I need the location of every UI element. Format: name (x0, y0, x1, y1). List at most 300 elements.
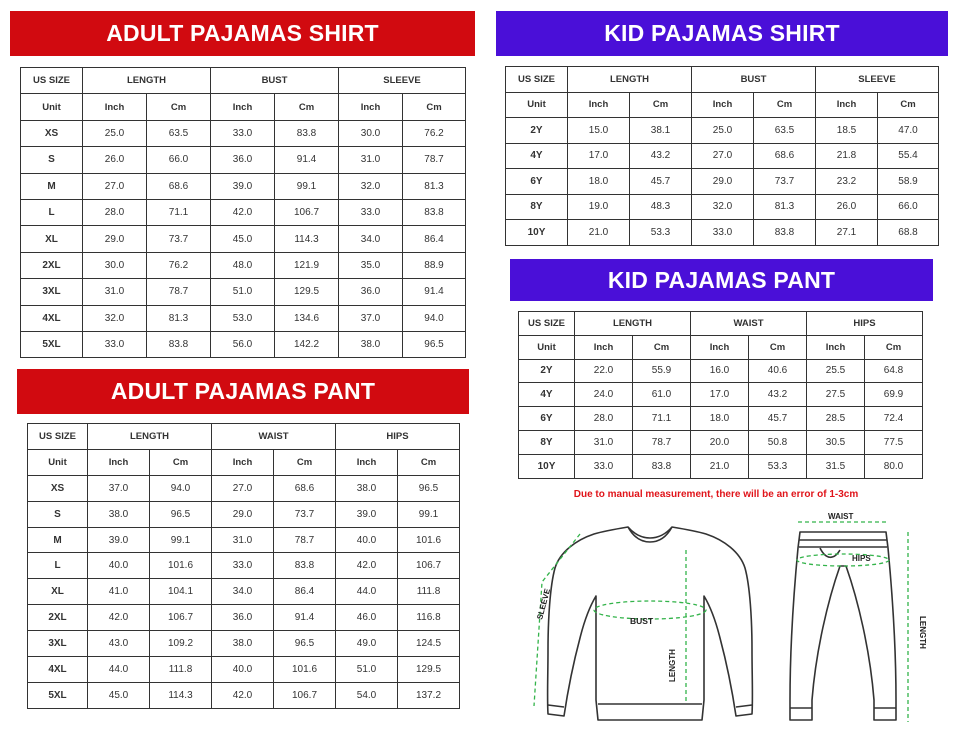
measure-cell: 72.4 (865, 407, 923, 431)
waist-label: WAIST (828, 512, 854, 521)
measure-cell: 104.1 (150, 579, 212, 605)
measure-cell: 38.0 (88, 501, 150, 527)
measure-cell: 73.7 (274, 501, 336, 527)
measure-cell: 44.0 (336, 579, 398, 605)
measure-cell: 86.4 (274, 579, 336, 605)
pants-waistband (799, 540, 887, 547)
table-row (21, 252, 466, 278)
measure-cell: 76.2 (147, 252, 211, 278)
measure-cell: 109.2 (150, 631, 212, 657)
column-header: US SIZE (28, 424, 88, 450)
size-cell: 4XL (28, 657, 88, 683)
measure-cell: 25.0 (83, 120, 147, 146)
unit-header: Cm (749, 335, 807, 359)
measure-cell: 121.9 (275, 252, 339, 278)
adult-pant-size-table (27, 423, 460, 709)
column-header: BUST (692, 67, 816, 93)
table-header-row (28, 424, 460, 450)
kid-shirt-title: KID PAJAMAS SHIRT (604, 20, 840, 46)
measure-cell: 86.4 (403, 226, 466, 252)
size-cell: S (28, 501, 88, 527)
measure-cell: 116.8 (398, 605, 460, 631)
shirt-measure-lines (534, 534, 706, 706)
measure-cell: 46.0 (336, 605, 398, 631)
measure-cell: 114.3 (275, 226, 339, 252)
measure-cell: 34.0 (339, 226, 403, 252)
measure-cell: 88.9 (403, 252, 466, 278)
size-cell: L (28, 553, 88, 579)
measure-cell: 32.0 (83, 305, 147, 331)
measure-cell: 25.5 (807, 359, 865, 383)
measure-cell: 49.0 (336, 631, 398, 657)
measure-cell: 28.5 (807, 407, 865, 431)
kid-pant-banner (510, 259, 933, 301)
measure-cell: 51.0 (336, 657, 398, 683)
unit-header: Cm (865, 335, 923, 359)
measure-cell: 16.0 (691, 359, 749, 383)
measure-cell: 27.0 (212, 475, 274, 501)
table-row (519, 407, 923, 431)
measure-cell: 48.0 (211, 252, 275, 278)
unit-header: Inch (807, 335, 865, 359)
measure-cell: 83.8 (275, 120, 339, 146)
table-row (506, 169, 939, 195)
measure-cell: 106.7 (275, 199, 339, 225)
unit-header: Cm (274, 449, 336, 475)
measure-cell: 99.1 (275, 173, 339, 199)
adult-shirt-title: ADULT PAJAMAS SHIRT (106, 20, 379, 46)
measure-cell: 33.0 (339, 199, 403, 225)
measure-cell: 78.7 (403, 147, 466, 173)
measure-cell: 36.0 (339, 279, 403, 305)
measure-cell: 71.1 (147, 199, 211, 225)
measure-cell: 32.0 (692, 194, 754, 220)
measure-cell: 42.0 (212, 682, 274, 708)
measure-cell: 39.0 (88, 527, 150, 553)
table-row (28, 475, 460, 501)
measure-cell: 40.6 (749, 359, 807, 383)
measure-cell: 96.5 (274, 631, 336, 657)
measure-cell: 101.6 (398, 527, 460, 553)
measure-cell: 55.4 (878, 143, 939, 169)
measure-cell: 50.8 (749, 430, 807, 454)
measurement-diagram (520, 500, 930, 732)
shirt-cuff-left (548, 705, 564, 707)
measure-cell: 83.8 (754, 220, 816, 246)
measure-cell: 36.0 (211, 147, 275, 173)
kid-pant-title: KID PAJAMAS PANT (607, 266, 836, 293)
measure-cell: 42.0 (336, 553, 398, 579)
measure-cell: 23.2 (816, 169, 878, 195)
measure-cell: 91.4 (275, 147, 339, 173)
measure-cell: 26.0 (816, 194, 878, 220)
table-row (28, 579, 460, 605)
column-header: BUST (211, 68, 339, 94)
unit-header: Cm (275, 94, 339, 120)
measure-cell: 38.1 (630, 118, 692, 144)
measure-cell: 129.5 (398, 657, 460, 683)
column-header: SLEEVE (816, 67, 939, 93)
measure-cell: 27.0 (83, 173, 147, 199)
table-row (519, 359, 923, 383)
table-row (519, 430, 923, 454)
measure-cell: 73.7 (147, 226, 211, 252)
unit-header: Inch (568, 92, 630, 118)
measure-cell: 91.4 (403, 279, 466, 305)
table-row (506, 118, 939, 144)
measure-cell: 53.3 (630, 220, 692, 246)
table-row (21, 147, 466, 173)
measure-cell: 66.0 (147, 147, 211, 173)
size-cell: 10Y (506, 220, 568, 246)
column-header: WAIST (212, 424, 336, 450)
measure-cell: 33.0 (692, 220, 754, 246)
table-row (21, 199, 466, 225)
measure-cell: 80.0 (865, 454, 923, 478)
measure-cell: 19.0 (568, 194, 630, 220)
measure-cell: 45.7 (749, 407, 807, 431)
measure-cell: 45.0 (211, 226, 275, 252)
measure-cell: 81.3 (754, 194, 816, 220)
size-cell: M (21, 173, 83, 199)
unit-header: Inch (88, 449, 150, 475)
measure-cell: 41.0 (88, 579, 150, 605)
measure-cell: 31.0 (83, 279, 147, 305)
measure-cell: 63.5 (754, 118, 816, 144)
unit-header: Cm (147, 94, 211, 120)
table-row (28, 657, 460, 683)
measure-cell: 33.0 (212, 553, 274, 579)
column-header: US SIZE (506, 67, 568, 93)
measure-cell: 31.0 (212, 527, 274, 553)
kid-pant-size-table (518, 311, 923, 479)
column-header: US SIZE (519, 312, 575, 336)
measure-cell: 15.0 (568, 118, 630, 144)
size-cell: XL (21, 226, 83, 252)
measure-cell: 76.2 (403, 120, 466, 146)
table-row (506, 194, 939, 220)
measure-cell: 39.0 (211, 173, 275, 199)
measure-cell: 134.6 (275, 305, 339, 331)
unit-header: Inch (212, 449, 274, 475)
table-row (21, 173, 466, 199)
table-row (21, 331, 466, 357)
column-header: WAIST (691, 312, 807, 336)
measure-cell: 78.7 (274, 527, 336, 553)
measure-cell: 33.0 (575, 454, 633, 478)
measure-cell: 96.5 (398, 475, 460, 501)
measure-cell: 38.0 (212, 631, 274, 657)
size-cell: 5XL (28, 682, 88, 708)
measure-cell: 40.0 (336, 527, 398, 553)
measure-cell: 17.0 (568, 143, 630, 169)
kid-shirt-banner (496, 11, 948, 56)
table-row (28, 501, 460, 527)
measure-cell: 28.0 (575, 407, 633, 431)
measure-cell: 34.0 (212, 579, 274, 605)
measure-cell: 21.0 (568, 220, 630, 246)
measure-cell: 18.0 (568, 169, 630, 195)
measure-cell: 48.3 (630, 194, 692, 220)
unit-header: Inch (339, 94, 403, 120)
measure-cell: 44.0 (88, 657, 150, 683)
measure-cell: 29.0 (692, 169, 754, 195)
measure-cell: 29.0 (212, 501, 274, 527)
measure-cell: 29.0 (83, 226, 147, 252)
column-header: US SIZE (21, 68, 83, 94)
size-cell: 2Y (519, 359, 575, 383)
measure-cell: 17.0 (691, 383, 749, 407)
measure-cell: 96.5 (150, 501, 212, 527)
size-cell: XS (28, 475, 88, 501)
measure-cell: 33.0 (211, 120, 275, 146)
measure-cell: 73.7 (754, 169, 816, 195)
unit-header: Cm (630, 92, 692, 118)
size-cell: 4XL (21, 305, 83, 331)
measure-cell: 36.0 (212, 605, 274, 631)
table-row (21, 120, 466, 146)
measure-cell: 31.5 (807, 454, 865, 478)
measure-cell: 53.3 (749, 454, 807, 478)
measure-cell: 94.0 (150, 475, 212, 501)
table-row (21, 305, 466, 331)
column-header: LENGTH (568, 67, 692, 93)
measure-cell: 33.0 (83, 331, 147, 357)
table-header-row (21, 68, 466, 94)
measure-cell: 66.0 (878, 194, 939, 220)
table-row (506, 220, 939, 246)
measure-cell: 45.0 (88, 682, 150, 708)
measurement-note: Due to manual measurement, there will be an error of 1-3cm (573, 489, 859, 500)
measure-cell: 47.0 (878, 118, 939, 144)
shirt-collar (628, 527, 672, 542)
column-header: LENGTH (575, 312, 691, 336)
measure-cell: 56.0 (211, 331, 275, 357)
unit-header: Unit (506, 92, 568, 118)
measure-cell: 20.0 (691, 430, 749, 454)
measure-cell: 54.0 (336, 682, 398, 708)
adult-pant-banner (17, 369, 469, 414)
unit-header: Cm (403, 94, 466, 120)
measure-cell: 18.5 (816, 118, 878, 144)
measure-cell: 18.0 (691, 407, 749, 431)
table-row (21, 226, 466, 252)
measure-cell: 40.0 (88, 553, 150, 579)
unit-header: Inch (816, 92, 878, 118)
size-cell: M (28, 527, 88, 553)
kid-shirt-size-table (505, 66, 939, 246)
table-header-row (506, 67, 939, 93)
measure-cell: 22.0 (575, 359, 633, 383)
size-cell: 4Y (519, 383, 575, 407)
measure-cell: 27.1 (816, 220, 878, 246)
measure-cell: 106.7 (398, 553, 460, 579)
table-row (28, 605, 460, 631)
size-cell: 2XL (21, 252, 83, 278)
column-header: SLEEVE (339, 68, 466, 94)
unit-header: Inch (691, 335, 749, 359)
measure-cell: 106.7 (274, 682, 336, 708)
unit-header: Inch (211, 94, 275, 120)
measure-cell: 35.0 (339, 252, 403, 278)
adult-shirt-size-table (20, 67, 466, 358)
table-unit-row (21, 94, 466, 120)
pant-length-label: LENGTH (918, 616, 927, 649)
measure-cell: 81.3 (147, 305, 211, 331)
measure-cell: 42.0 (211, 199, 275, 225)
measure-cell: 37.0 (339, 305, 403, 331)
measure-cell: 21.8 (816, 143, 878, 169)
size-cell: 5XL (21, 331, 83, 357)
measure-cell: 111.8 (398, 579, 460, 605)
table-unit-row (506, 92, 939, 118)
table-row (28, 553, 460, 579)
unit-header: Cm (878, 92, 939, 118)
measure-cell: 30.5 (807, 430, 865, 454)
size-cell: 8Y (519, 430, 575, 454)
hips-label: HIPS (852, 554, 871, 563)
measure-cell: 69.9 (865, 383, 923, 407)
bust-label: BUST (630, 616, 654, 626)
measure-cell: 26.0 (83, 147, 147, 173)
column-header: HIPS (336, 424, 460, 450)
measure-cell: 45.7 (630, 169, 692, 195)
hips-measure-line (797, 554, 889, 566)
measure-cell: 106.7 (150, 605, 212, 631)
measure-cell: 27.0 (692, 143, 754, 169)
table-row (506, 143, 939, 169)
measure-cell: 43.2 (630, 143, 692, 169)
measure-cell: 96.5 (403, 331, 466, 357)
measure-cell: 68.8 (878, 220, 939, 246)
unit-header: Inch (692, 92, 754, 118)
measure-cell: 78.7 (633, 430, 691, 454)
measure-cell: 68.6 (274, 475, 336, 501)
unit-header: Unit (21, 94, 83, 120)
measure-cell: 43.0 (88, 631, 150, 657)
measure-cell: 91.4 (274, 605, 336, 631)
measure-cell: 42.0 (88, 605, 150, 631)
size-cell: 4Y (506, 143, 568, 169)
size-cell: 2Y (506, 118, 568, 144)
table-unit-row (519, 335, 923, 359)
measure-cell: 71.1 (633, 407, 691, 431)
measure-cell: 124.5 (398, 631, 460, 657)
pants-measure-lines (797, 522, 908, 722)
measure-cell: 51.0 (211, 279, 275, 305)
measure-cell: 38.0 (339, 331, 403, 357)
measure-cell: 83.8 (274, 553, 336, 579)
measure-cell: 94.0 (403, 305, 466, 331)
measure-cell: 32.0 (339, 173, 403, 199)
measure-cell: 68.6 (147, 173, 211, 199)
measure-cell: 40.0 (212, 657, 274, 683)
pants-illustration (790, 532, 896, 720)
measure-cell: 21.0 (691, 454, 749, 478)
unit-header: Cm (150, 449, 212, 475)
measure-cell: 53.0 (211, 305, 275, 331)
column-header: HIPS (807, 312, 923, 336)
measure-cell: 39.0 (336, 501, 398, 527)
table-unit-row (28, 449, 460, 475)
size-cell: 10Y (519, 454, 575, 478)
measure-cell: 137.2 (398, 682, 460, 708)
measure-cell: 30.0 (83, 252, 147, 278)
measure-cell: 31.0 (339, 147, 403, 173)
measure-cell: 28.0 (83, 199, 147, 225)
size-cell: XL (28, 579, 88, 605)
measure-cell: 64.8 (865, 359, 923, 383)
measure-cell: 81.3 (403, 173, 466, 199)
measure-cell: 68.6 (754, 143, 816, 169)
table-row (519, 383, 923, 407)
measure-cell: 31.0 (575, 430, 633, 454)
unit-header: Unit (28, 449, 88, 475)
sleeve-label: SLEEVE (535, 587, 553, 621)
table-row (28, 682, 460, 708)
size-cell: S (21, 147, 83, 173)
measure-cell: 38.0 (336, 475, 398, 501)
unit-header: Inch (83, 94, 147, 120)
unit-header: Inch (336, 449, 398, 475)
measure-cell: 55.9 (633, 359, 691, 383)
unit-header: Cm (754, 92, 816, 118)
measure-cell: 83.8 (633, 454, 691, 478)
measure-cell: 61.0 (633, 383, 691, 407)
measure-cell: 27.5 (807, 383, 865, 407)
measure-cell: 83.8 (403, 199, 466, 225)
size-cell: 6Y (519, 407, 575, 431)
measure-cell: 129.5 (275, 279, 339, 305)
pants-outline (790, 532, 896, 720)
shirt-length-label: LENGTH (668, 649, 677, 682)
adult-shirt-banner (10, 11, 475, 56)
size-cell: 3XL (21, 279, 83, 305)
column-header: LENGTH (83, 68, 211, 94)
table-row (28, 527, 460, 553)
size-cell: 2XL (28, 605, 88, 631)
size-cell: 8Y (506, 194, 568, 220)
unit-header: Unit (519, 335, 575, 359)
measure-cell: 43.2 (749, 383, 807, 407)
table-row (519, 454, 923, 478)
shirt-cuff-right (736, 705, 752, 707)
size-cell: 3XL (28, 631, 88, 657)
measure-cell: 142.2 (275, 331, 339, 357)
measure-cell: 101.6 (150, 553, 212, 579)
measure-cell: 78.7 (147, 279, 211, 305)
measure-cell: 25.0 (692, 118, 754, 144)
measure-cell: 111.8 (150, 657, 212, 683)
measure-cell: 58.9 (878, 169, 939, 195)
size-cell: L (21, 199, 83, 225)
measure-cell: 99.1 (150, 527, 212, 553)
table-row (21, 279, 466, 305)
pants-pocket (820, 548, 840, 557)
unit-header: Cm (633, 335, 691, 359)
adult-pant-title: ADULT PAJAMAS PANT (110, 378, 376, 404)
measure-cell: 24.0 (575, 383, 633, 407)
table-header-row (519, 312, 923, 336)
measure-cell: 114.3 (150, 682, 212, 708)
measure-cell: 30.0 (339, 120, 403, 146)
measure-cell: 37.0 (88, 475, 150, 501)
measure-cell: 63.5 (147, 120, 211, 146)
size-cell: 6Y (506, 169, 568, 195)
unit-header: Cm (398, 449, 460, 475)
measure-cell: 77.5 (865, 430, 923, 454)
measure-cell: 101.6 (274, 657, 336, 683)
